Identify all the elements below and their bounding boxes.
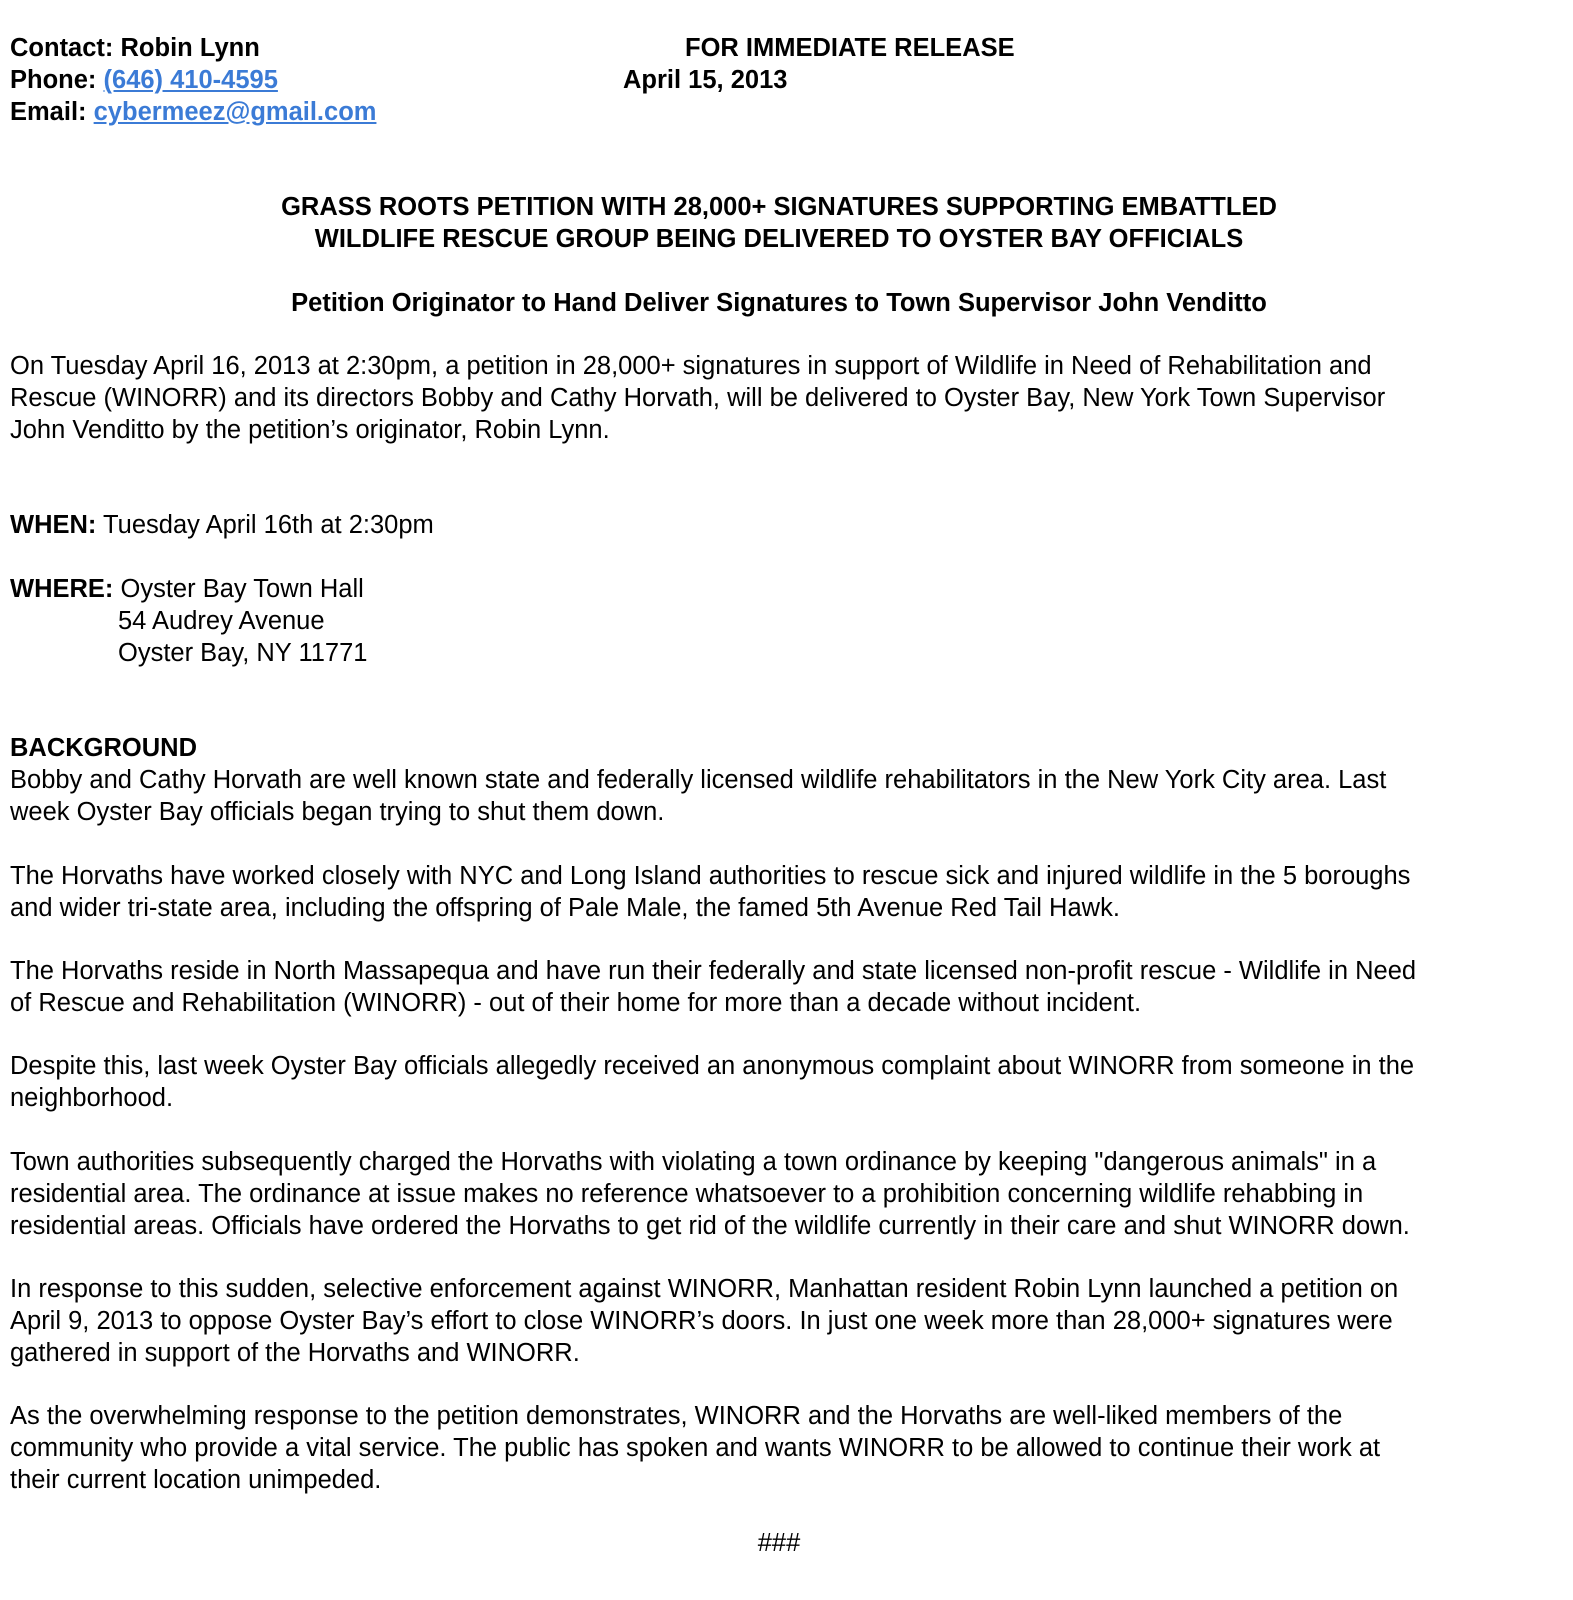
background-text-line: As the overwhelming response to the petition demonstrates, WINORR and the Horvaths are well-liked members of the <box>10 1402 1343 1430</box>
headline-line-2: WILDLIFE RESCUE GROUP BEING DELIVERED TO OYSTER BAY OFFICIALS <box>314 225 1244 253</box>
email-label: Email: <box>10 98 87 126</box>
where-address-line: 54 Audrey Avenue <box>118 607 325 635</box>
intro-line: John Venditto by the petition’s originator, Robin Lynn. <box>10 416 610 444</box>
email-link[interactable]: cybermeez@gmail.com <box>93 98 377 126</box>
end-mark: ### <box>757 1529 801 1557</box>
release-label: FOR IMMEDIATE RELEASE <box>685 34 1015 62</box>
email-line <box>10 96 376 128</box>
background-text-line: community who provide a vital service. The public has spoken and wants WINORR to be allowed to continue their work at <box>10 1434 1381 1462</box>
phone-link[interactable]: (646) 410-4595 <box>103 66 278 94</box>
intro-line: Rescue (WINORR) and its directors Bobby and Cathy Horvath, will be delivered to Oyster Bay, New York Town Supervisor <box>10 384 1386 412</box>
background-text-line: In response to this sudden, selective enforcement against WINORR, Manhattan resident Robin Lynn launched a petition on <box>10 1275 1399 1303</box>
when-line <box>10 509 434 541</box>
where-line <box>10 573 364 605</box>
contact-name: Robin Lynn <box>120 34 260 62</box>
where-value: Oyster Bay Town Hall <box>120 575 364 603</box>
background-text-line: neighborhood. <box>10 1084 174 1112</box>
phone-label: Phone: <box>10 66 97 94</box>
background-text-line: residential areas. Officials have ordered the Horvaths to get rid of the wildlife currently in their care and shut WINORR down. <box>10 1212 1410 1240</box>
background-text-line: residential area. The ordinance at issue makes no reference whatsoever to a prohibition concerning wildlife rehabbing in <box>10 1180 1364 1208</box>
where-city-line: Oyster Bay, NY 11771 <box>118 639 368 667</box>
when-value: Tuesday April 16th at 2:30pm <box>103 511 434 539</box>
background-text-line: week Oyster Bay officials began trying to shut them down. <box>10 798 665 826</box>
background-text-line: Bobby and Cathy Horvath are well known state and federally licensed wildlife rehabilitators in the New York City area. Last <box>10 766 1387 794</box>
release-date: April 15, 2013 <box>623 66 788 94</box>
background-text-line: The Horvaths have worked closely with NYC and Long Island authorities to rescue sick and injured wildlife in the 5 boroughs <box>10 862 1411 890</box>
background-text-line: April 9, 2013 to oppose Oyster Bay’s effort to close WINORR’s doors. In just one week more than 28,000+ signatures were <box>10 1307 1393 1335</box>
background-text-line: Despite this, last week Oyster Bay officials allegedly received an anonymous complaint about WINORR from someone in the <box>10 1052 1415 1080</box>
subheadline: Petition Originator to Hand Deliver Signatures to Town Supervisor John Venditto <box>291 289 1267 317</box>
background-heading: BACKGROUND <box>10 734 197 762</box>
contact-line <box>10 32 260 64</box>
background-text-line: gathered in support of the Horvaths and WINORR. <box>10 1339 580 1367</box>
where-label: WHERE: <box>10 575 114 603</box>
background-text-line: of Rescue and Rehabilitation (WINORR) - out of their home for more than a decade without incident. <box>10 989 1142 1017</box>
background-text-line: The Horvaths reside in North Massapequa and have run their federally and state licensed non-profit rescue - Wildlife in Need <box>10 957 1417 985</box>
phone-line <box>10 64 278 96</box>
when-label: WHEN: <box>10 511 97 539</box>
headline-line-1: GRASS ROOTS PETITION WITH 28,000+ SIGNATURES SUPPORTING EMBATTLED <box>281 193 1277 221</box>
background-text-line: their current location unimpeded. <box>10 1466 382 1494</box>
background-text-line: and wider tri-state area, including the offspring of Pale Male, the famed 5th Avenue Red Tail Hawk. <box>10 894 1120 922</box>
background-text-line: Town authorities subsequently charged the Horvaths with violating a town ordinance by keeping "dangerous animals" in a <box>10 1148 1377 1176</box>
intro-line: On Tuesday April 16, 2013 at 2:30pm, a petition in 28,000+ signatures in support of Wildlife in Need of Rehabilitation and <box>10 352 1372 380</box>
contact-label: Contact: <box>10 34 114 62</box>
